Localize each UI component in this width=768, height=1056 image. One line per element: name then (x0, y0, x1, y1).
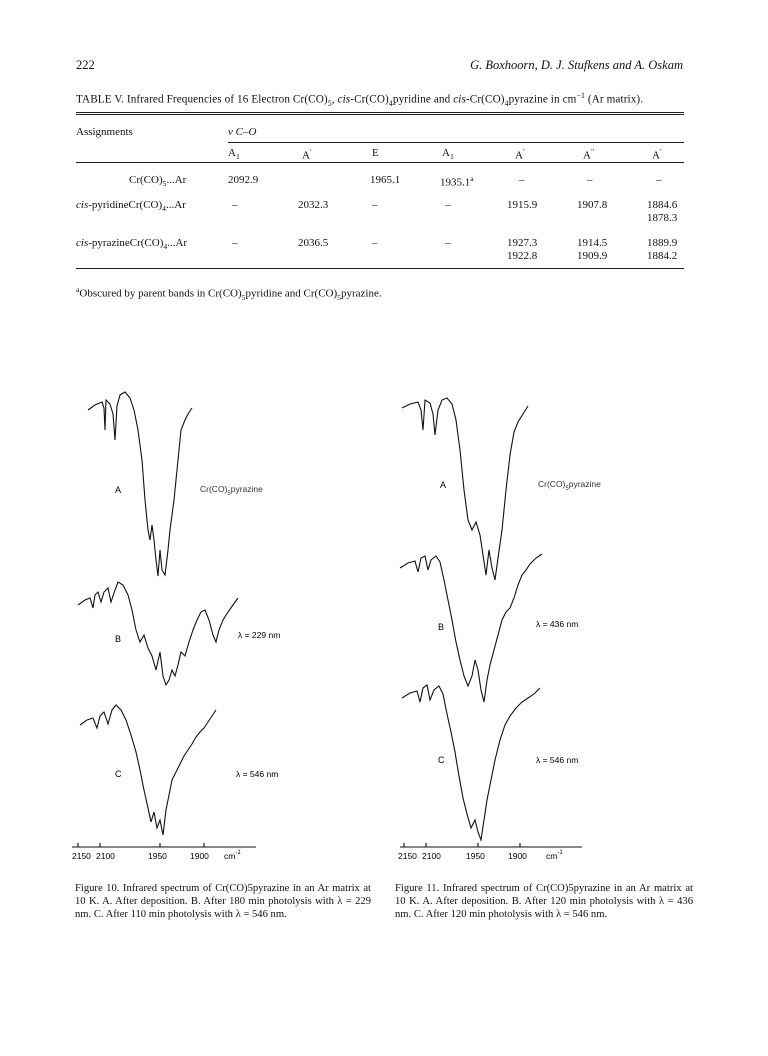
fig11-trace-b (400, 554, 542, 702)
fig10-compound-label: $Cr(CO)_5pyrazine$ (200, 484, 263, 497)
fig10-lambda-b: λ = 229 nm (238, 630, 281, 640)
fig11-label-a: A (440, 480, 447, 490)
fig10-trace-c (80, 705, 216, 835)
sym-header-5: A″ (583, 147, 595, 162)
row2-cell-2: – (372, 199, 378, 211)
fig10-label-a: A (115, 485, 122, 495)
row3-cell-3: – (445, 237, 451, 249)
row2-cell-6: 1884.6 (647, 199, 678, 211)
row2-cell-3: – (445, 199, 451, 211)
col-header-vco: ν C–O (228, 126, 257, 138)
row1-cell-4: – (519, 174, 525, 186)
sym-header-3: $A_1$ (442, 147, 454, 162)
table-footnote: $^a$Obscured by parent bands in $Cr(CO)_5pyridine$ and $Cr(CO)_5pyrazine$. (76, 285, 382, 302)
col-header-assignments: Assignments (76, 126, 133, 138)
table-top-rule-2 (76, 114, 684, 115)
row1-cell-2: 1965.1 (370, 174, 401, 186)
row1-cell-5: – (587, 174, 593, 186)
row3-cell-4b: 1922.8 (507, 250, 538, 262)
fig10-axis-unit: $cm^{-1}$ (224, 850, 241, 861)
row2-cell-1: 2032.3 (298, 199, 329, 211)
sym-header-6: A′ (652, 147, 662, 162)
row2-cell-5: 1907.8 (577, 199, 608, 211)
running-head: G. Boxhoorn, D. J. Stufkens and A. Oskam (470, 58, 683, 72)
figure-10-spectra (60, 380, 380, 870)
fig10-trace-b (78, 582, 238, 685)
fig10-tick-1900: 1900 (190, 851, 209, 861)
fig10-label-c: C (115, 769, 122, 779)
sym-header-1: A′ (302, 147, 312, 162)
row3-cell-6b: 1884.2 (647, 250, 678, 262)
fig10-label-b: B (115, 634, 122, 644)
fig10-tick-2150: 2150 (72, 851, 91, 861)
fig10-tick-2100: 2100 (96, 851, 115, 861)
row2-cell-6b: 1878.3 (647, 212, 678, 224)
row1-cell-3: 1935.1$^a$ (440, 174, 474, 189)
fig11-label-c: C (438, 755, 445, 765)
fig11-lambda-b: λ = 436 nm (536, 619, 579, 629)
row2-assignment: cis-$pyridineCr(CO)_4...Ar$ (76, 199, 186, 214)
row3-assignment: cis-$pyrazineCr(CO)_4...Ar$ (76, 237, 188, 252)
figure-10-caption: Figure 10. Infrared spectrum of Cr(CO)5pyrazine in an Ar matrix at 10 K. A. After deposition. B. After 180 min photolysis with λ = 229 nm. C. After 110 min photolysis with λ = 546 nm. (75, 883, 371, 921)
table-caption: TABLE V. Infrared Frequencies of 16 Electron $Cr(CO)_5$, cis-$Cr(CO)_4pyridine$ and cis-$Cr(CO)_4pyrazine$ in $cm^{-1}$ (Ar matrix). (76, 91, 644, 108)
row1-cell-0: 2092.9 (228, 174, 259, 186)
fig10-tick-1950: 1950 (148, 851, 167, 861)
row3-cell-4: 1927.3 (507, 237, 538, 249)
row3-cell-2: – (372, 237, 378, 249)
row1-cell-6: – (656, 174, 662, 186)
header-bottom-rule (76, 162, 684, 163)
figure-11-caption: Figure 11. Infrared spectrum of Cr(CO)5pyrazine in an Ar matrix at 10 K. A. After deposition. B. After 120 min photolysis with λ = 436 nm. C. After 120 min photolysis with λ = 546 nm. (395, 883, 693, 921)
row2-cell-0: – (232, 199, 238, 211)
fig11-compound-label: $Cr(CO)_5pyrazine$ (538, 479, 601, 492)
row3-cell-1: 2036.5 (298, 237, 329, 249)
row3-cell-6: 1889.9 (647, 237, 678, 249)
row1-assignment: $Cr(CO)_5...Ar$ (129, 174, 187, 189)
sym-header-0: $A_1$ (228, 147, 240, 162)
fig11-trace-c (402, 685, 540, 840)
fig11-trace-a (402, 398, 528, 580)
fig11-tick-2100: 2100 (422, 851, 441, 861)
fig11-axis-unit: $cm^{-1}$ (546, 850, 563, 861)
row2-cell-4: 1915.9 (507, 199, 538, 211)
sym-header-4: A′ (515, 147, 525, 162)
sym-header-2: E (372, 147, 379, 159)
fig10-lambda-c: λ = 546 nm (236, 769, 279, 779)
row3-cell-5b: 1909.9 (577, 250, 608, 262)
group-rule (228, 142, 684, 143)
fig11-lambda-c: λ = 546 nm (536, 755, 579, 765)
fig11-label-b: B (438, 622, 445, 632)
fig11-tick-1950: 1950 (466, 851, 485, 861)
table-bottom-rule (76, 268, 684, 269)
figure-11-spectra (390, 380, 710, 870)
row3-cell-0: – (232, 237, 238, 249)
fig10-trace-a (88, 392, 192, 576)
fig11-tick-1900: 1900 (508, 851, 527, 861)
fig11-tick-2150: 2150 (398, 851, 417, 861)
table-top-rule (76, 112, 684, 113)
page-number: 222 (76, 58, 95, 72)
row3-cell-5: 1914.5 (577, 237, 608, 249)
